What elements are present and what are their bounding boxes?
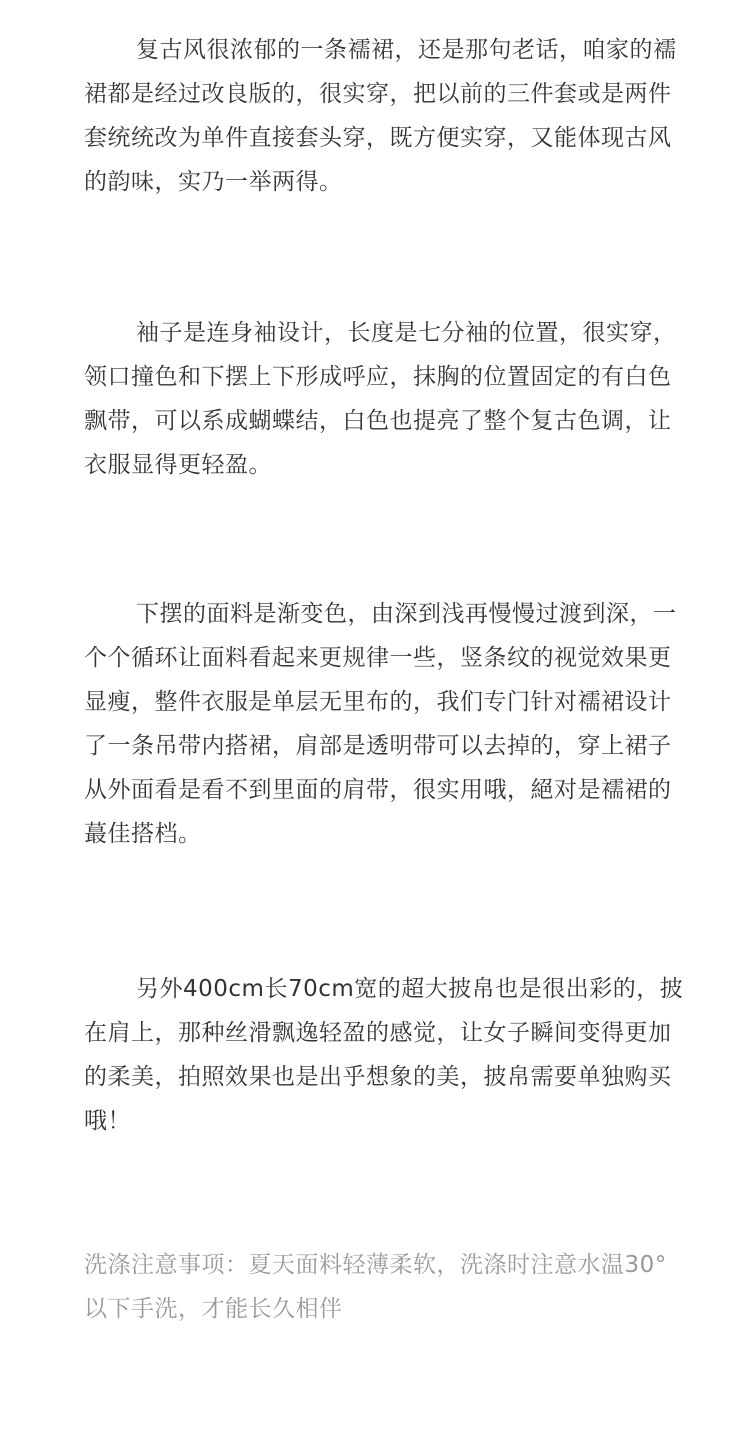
description-paragraph-design: 复古风很浓郁的一条襦裙，还是那句老话，咱家的襦裙都是经过改良版的，很实穿，把以前的三件套或是两件套统统改为单件直接套头穿，既方便实穿，又能体现古风的韵味，实乃一举两得。 (84, 37, 677, 195)
washing-care-note: 洗涤注意事项：夏天面料轻薄柔软，洗涤时注意水温30°以下手洗，才能长久相伴 (84, 1252, 667, 1322)
description-paragraph-fabric: 下摆的面料是渐变色，由深到浅再慢慢过渡到深，一个个循环让面料看起来更规律一些，竖条纹的视觉效果更显瘦，整件衣服是单层无里布的，我们专门针对襦裙设计了一条吊带内搭裙，肩部是透明带可以去掉的，穿上裙子从外面看是看不到里面的肩带，很实用哦，絕对是襦裙的蕞佳搭档。 (84, 601, 677, 847)
description-paragraph-sleeves: 袖子是连身袖设计，长度是七分袖的位置，很实穿，领口撞色和下摆上下形成呼应，抹胸的位置固定的有白色飘带，可以系成蝴蝶结，白色也提亮了整个复古色调，让衣服显得更轻盈。 (84, 320, 677, 478)
description-paragraph-shawl: 另外400cm长70cm宽的超大披帛也是很出彩的，披在肩上，那种丝滑飘逸轻盈的感觉，让女子瞬间变得更加的柔美，拍照效果也是出乎想象的美，披帛需要单独购买哦！ (84, 976, 684, 1134)
